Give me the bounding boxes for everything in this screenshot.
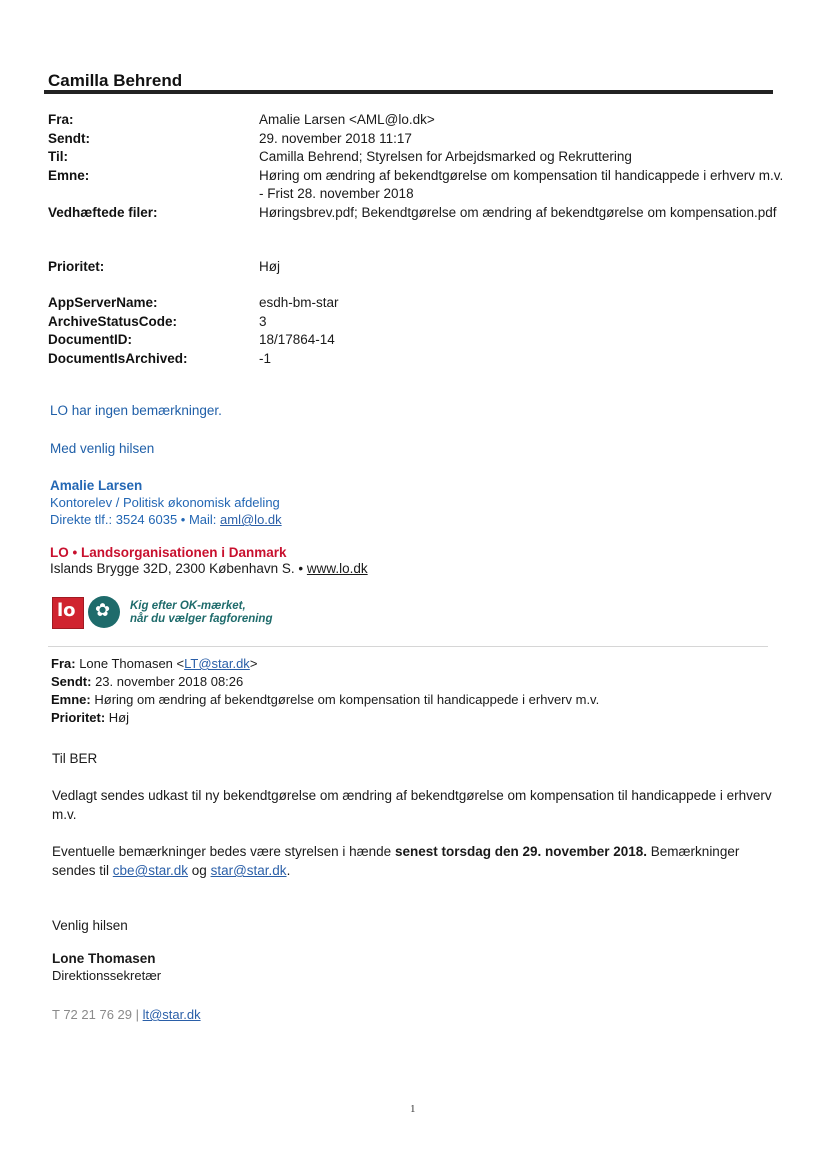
meta-attachments-row — [48, 204, 788, 223]
reply-greeting: Med venlig hilsen — [50, 441, 155, 456]
meta-archived-value: -1 — [259, 350, 272, 366]
meta-archived-label: DocumentIsArchived: — [48, 350, 188, 366]
meta-sent-value: 29. november 2018 11:17 — [259, 130, 412, 146]
forwarded-priority-value: Høj — [108, 710, 130, 725]
reply-body: LO har ingen bemærkninger. — [50, 403, 222, 418]
forwarded-contact — [52, 1005, 772, 1024]
meta-from-row — [48, 111, 788, 130]
forwarded-paragraph-1: Vedlagt sendes udkast til ny bekendtgørelse om ændring af bekendtgørelse om kompensation til handicappede i erhverv m.v. — [52, 788, 772, 822]
forwarded-priority-label: Prioritet: — [51, 710, 106, 725]
meta-documentid-label: DocumentID: — [48, 332, 132, 347]
forwarded-closing: Venlig hilsen — [52, 918, 128, 933]
signature-contact — [50, 511, 282, 528]
cbe-email-link[interactable]: cbe@star.dk — [112, 863, 189, 878]
forward-divider — [48, 646, 768, 647]
signature-name: Amalie Larsen — [50, 478, 143, 493]
archive-metadata — [48, 294, 788, 368]
forwarded-subject-label: Emne: — [51, 692, 91, 707]
meta-subject-label: Emne: — [48, 167, 90, 183]
meta-subject-value: Høring om ændring af bekendtgørelse om kompensation til handicappede i erhverv m.v. - Frist 28. november 2018 — [259, 167, 784, 201]
organization-name: LO • Landsorganisationen i Danmark — [50, 545, 287, 560]
meta-attachments-label: Vedhæftede filer: — [48, 204, 158, 220]
meta-sent-label: Sendt: — [48, 130, 90, 146]
meta-documentid-value: 18/17864-14 — [259, 332, 335, 347]
meta-to-value: Camilla Behrend; Styrelsen for Arbejdsmarked og Rekruttering — [259, 149, 632, 164]
page-number: 1 — [410, 1103, 416, 1115]
forwarded-contact-email-link[interactable]: lt@star.dk — [142, 1007, 201, 1022]
organization-block — [50, 545, 368, 576]
forwarded-header — [51, 655, 599, 727]
meta-from-label: Fra: — [48, 112, 74, 127]
paragraph-2-mid: Bemærkninger sendes til — [52, 844, 740, 878]
organization-address — [50, 561, 368, 576]
forwarded-from-close: > — [249, 656, 258, 671]
reply-signature — [50, 477, 282, 528]
meta-attachments-value: Høringsbrev.pdf; Bekendtgørelse om ændring af bekendtgørelse om kompensation.pdf — [259, 204, 777, 220]
forwarded-signature-title: Direktionssekretær — [52, 968, 162, 983]
forwarded-paragraph-2 — [52, 842, 772, 880]
meta-archivestatus-label: ArchiveStatusCode: — [48, 313, 178, 329]
meta-archivestatus-row — [48, 313, 788, 332]
meta-appserver-label: AppServerName: — [48, 295, 158, 310]
email-metadata — [48, 111, 788, 222]
forwarded-salutation: Til BER — [52, 751, 98, 766]
forwarded-signature — [52, 950, 772, 984]
forwarded-from-name: Lone Thomasen < — [79, 656, 185, 671]
star-email-link[interactable]: star@star.dk — [210, 863, 287, 878]
forwarded-from-label: Fra: — [51, 656, 76, 671]
organization-address-text: Islands Brygge 32D, 2300 København S. • — [50, 561, 307, 576]
paragraph-2-start: Eventuelle bemærkninger bedes være styrelsen i hænde — [52, 844, 395, 859]
email-priority — [48, 258, 788, 277]
ok-mark-text-line1: Kig efter OK-mærket, — [130, 600, 246, 612]
paragraph-2-og: og — [188, 863, 211, 878]
meta-subject-row — [48, 167, 788, 204]
ok-mark-text-line2: når du vælger fagforening — [130, 613, 273, 625]
meta-documentid-row — [48, 331, 788, 350]
signature-email-link[interactable]: aml@lo.dk — [220, 512, 282, 527]
meta-to-row — [48, 148, 788, 167]
meta-archived-row — [48, 350, 788, 369]
header-rule — [44, 90, 773, 94]
forwarded-from — [51, 655, 599, 673]
meta-priority-value: Høj — [259, 259, 280, 274]
forwarded-sent — [51, 673, 599, 691]
forwarded-sent-value: 23. november 2018 08:26 — [95, 674, 244, 689]
forwarded-subject — [51, 691, 599, 709]
recipient-name-header: Camilla Behrend — [48, 71, 183, 90]
forwarded-sent-label: Sendt: — [51, 674, 92, 689]
paragraph-2-end: . — [286, 863, 291, 878]
meta-archivestatus-value: 3 — [259, 313, 267, 329]
lo-logo-text: lo — [57, 600, 76, 621]
lo-logo — [52, 597, 84, 629]
ok-mark-icon: ✿ — [88, 596, 120, 628]
meta-appserver-value: esdh-bm-star — [259, 295, 339, 310]
ok-mark-text — [130, 600, 273, 626]
meta-to-label: Til: — [48, 149, 68, 164]
meta-appserver-row — [48, 294, 788, 313]
meta-sent-row — [48, 130, 788, 149]
forwarded-from-email-link[interactable]: LT@star.dk — [184, 656, 250, 671]
forwarded-subject-value: Høring om ændring af bekendtgørelse om kompensation til handicappede i erhverv m.v. — [94, 692, 600, 707]
signature-contact-text: Direkte tlf.: 3524 6035 • Mail: — [50, 512, 221, 527]
meta-priority-label: Prioritet: — [48, 259, 105, 274]
forwarded-priority — [51, 709, 599, 727]
meta-from-value: Amalie Larsen <AML@lo.dk> — [259, 112, 435, 127]
forwarded-phone: T 72 21 76 29 | — [52, 1007, 143, 1022]
forwarded-signature-name: Lone Thomasen — [52, 951, 156, 966]
meta-priority-row — [48, 258, 788, 277]
organization-website-link[interactable]: www.lo.dk — [306, 561, 368, 576]
signature-title: Kontorelev / Politisk økonomisk afdeling — [50, 495, 280, 510]
deadline-text: senest torsdag den 29. november 2018. — [394, 844, 648, 859]
